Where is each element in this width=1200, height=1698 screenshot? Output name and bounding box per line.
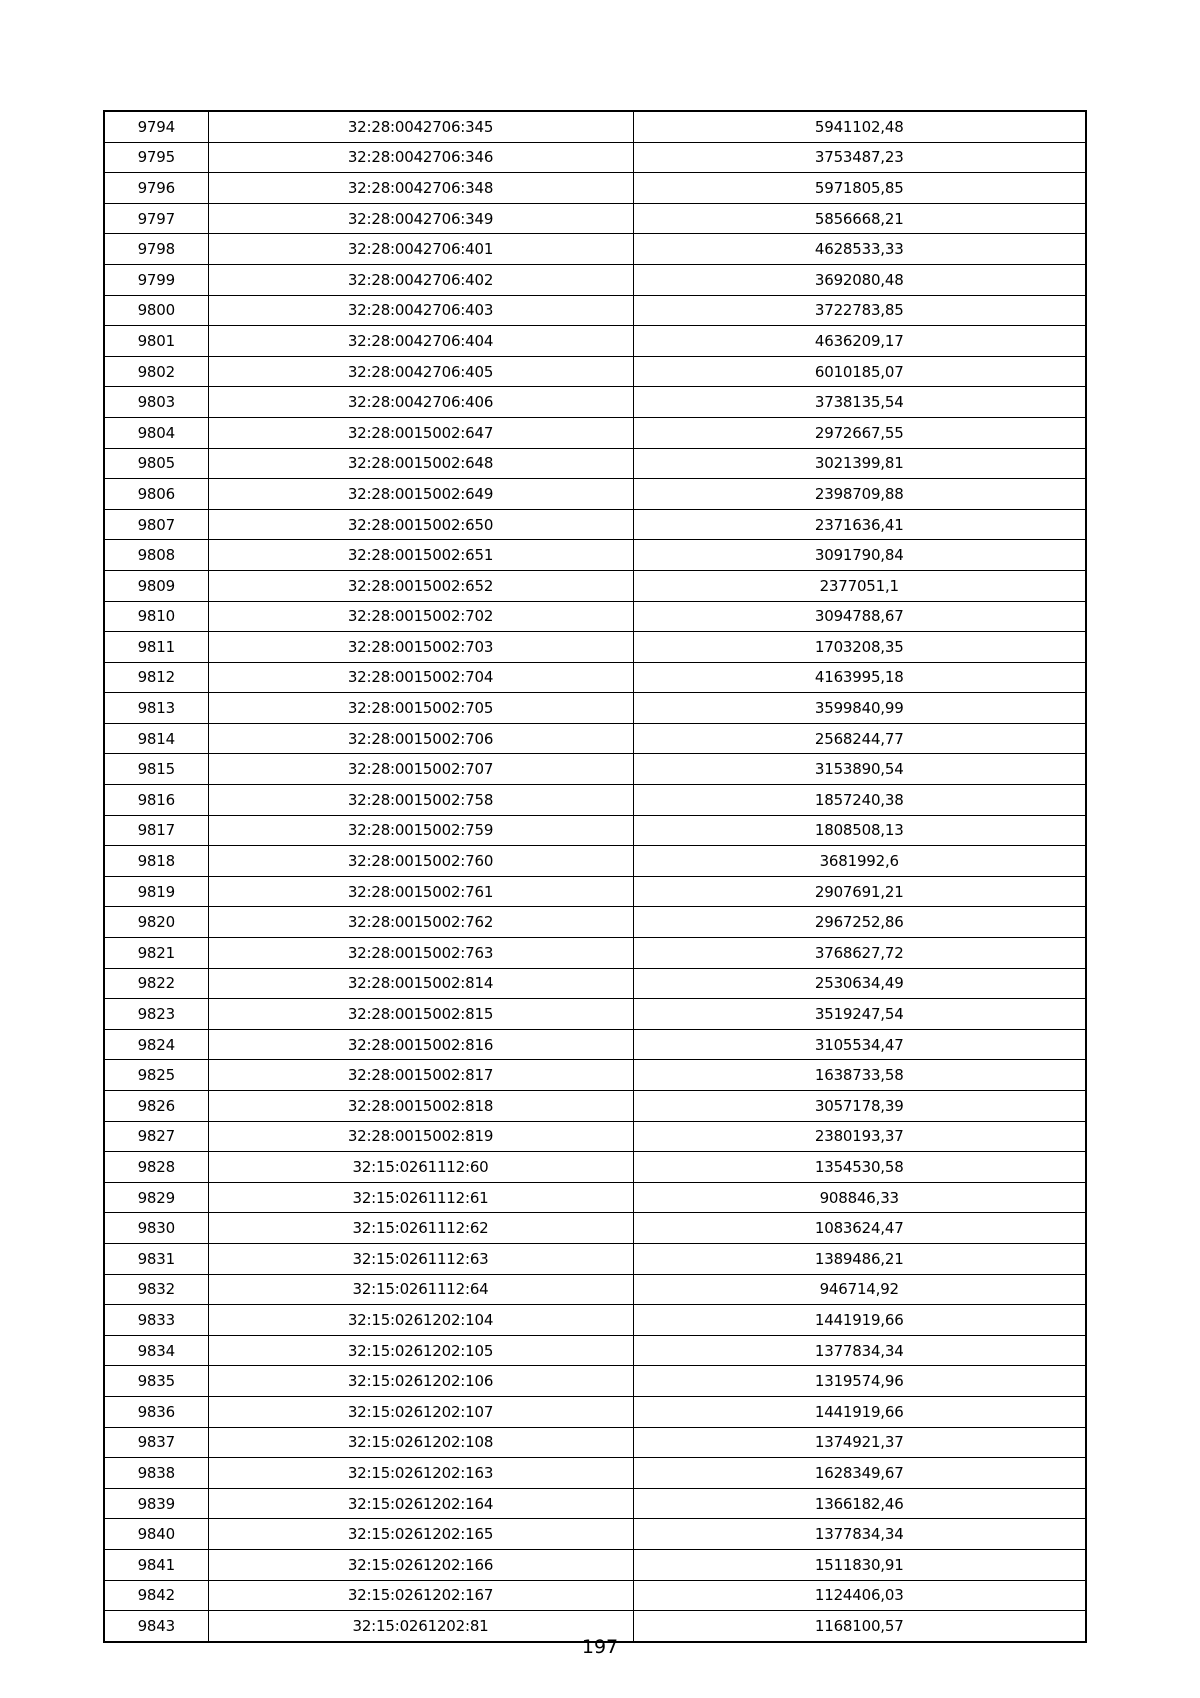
value-cell: 4163995,18 <box>633 662 1086 693</box>
value-cell: 2377051,1 <box>633 570 1086 601</box>
value-cell: 3094788,67 <box>633 601 1086 632</box>
value-cell: 3722783,85 <box>633 295 1086 326</box>
cadastral-number-cell: 32:28:0015002:762 <box>208 907 633 938</box>
row-number-cell: 9818 <box>104 846 208 877</box>
value-cell: 3599840,99 <box>633 693 1086 724</box>
value-cell: 3153890,54 <box>633 754 1086 785</box>
value-cell: 4628533,33 <box>633 234 1086 265</box>
value-cell: 1638733,58 <box>633 1060 1086 1091</box>
value-cell: 3681992,6 <box>633 846 1086 877</box>
row-number-cell: 9843 <box>104 1611 208 1642</box>
row-number-cell: 9803 <box>104 387 208 418</box>
row-number-cell: 9810 <box>104 601 208 632</box>
row-number-cell: 9814 <box>104 723 208 754</box>
table-row <box>104 693 1086 724</box>
table-row <box>104 142 1086 173</box>
row-number-cell: 9834 <box>104 1335 208 1366</box>
table-row <box>104 1396 1086 1427</box>
value-cell: 1703208,35 <box>633 632 1086 663</box>
table-row <box>104 1427 1086 1458</box>
cadastral-number-cell: 32:28:0042706:348 <box>208 173 633 204</box>
cadastral-number-cell: 32:15:0261202:165 <box>208 1519 633 1550</box>
table-row <box>104 632 1086 663</box>
row-number-cell: 9813 <box>104 693 208 724</box>
table-row <box>104 448 1086 479</box>
table-row <box>104 876 1086 907</box>
table-row <box>104 1366 1086 1397</box>
value-cell: 1319574,96 <box>633 1366 1086 1397</box>
row-number-cell: 9841 <box>104 1549 208 1580</box>
row-number-cell: 9799 <box>104 264 208 295</box>
value-cell: 1168100,57 <box>633 1611 1086 1642</box>
cadastral-number-cell: 32:15:0261112:63 <box>208 1243 633 1274</box>
row-number-cell: 9829 <box>104 1182 208 1213</box>
row-number-cell: 9795 <box>104 142 208 173</box>
cadastral-number-cell: 32:28:0015002:650 <box>208 509 633 540</box>
table-row <box>104 1121 1086 1152</box>
value-cell: 946714,92 <box>633 1274 1086 1305</box>
value-cell: 1366182,46 <box>633 1488 1086 1519</box>
table-row <box>104 1091 1086 1122</box>
value-cell: 2398709,88 <box>633 479 1086 510</box>
value-cell: 2530634,49 <box>633 968 1086 999</box>
cadastral-number-cell: 32:15:0261112:62 <box>208 1213 633 1244</box>
table-row <box>104 326 1086 357</box>
table-row <box>104 111 1086 142</box>
value-cell: 3768627,72 <box>633 938 1086 969</box>
cadastral-number-cell: 32:28:0015002:815 <box>208 999 633 1030</box>
value-cell: 1377834,34 <box>633 1335 1086 1366</box>
value-cell: 3738135,54 <box>633 387 1086 418</box>
value-cell: 2972667,55 <box>633 417 1086 448</box>
table-row <box>104 846 1086 877</box>
table-row <box>104 387 1086 418</box>
row-number-cell: 9808 <box>104 540 208 571</box>
table-row <box>104 785 1086 816</box>
cadastral-number-cell: 32:15:0261202:166 <box>208 1549 633 1580</box>
table-row <box>104 1549 1086 1580</box>
row-number-cell: 9816 <box>104 785 208 816</box>
cadastral-number-cell: 32:15:0261202:104 <box>208 1305 633 1336</box>
value-cell: 3753487,23 <box>633 142 1086 173</box>
value-cell: 3519247,54 <box>633 999 1086 1030</box>
table-row <box>104 601 1086 632</box>
cadastral-value-table <box>103 110 1087 1643</box>
table-row <box>104 1213 1086 1244</box>
value-cell: 6010185,07 <box>633 356 1086 387</box>
row-number-cell: 9807 <box>104 509 208 540</box>
cadastral-number-cell: 32:28:0015002:759 <box>208 815 633 846</box>
value-cell: 2568244,77 <box>633 723 1086 754</box>
cadastral-number-cell: 32:28:0015002:817 <box>208 1060 633 1091</box>
cadastral-number-cell: 32:28:0042706:349 <box>208 203 633 234</box>
cadastral-number-cell: 32:28:0042706:345 <box>208 111 633 142</box>
row-number-cell: 9830 <box>104 1213 208 1244</box>
value-cell: 3021399,81 <box>633 448 1086 479</box>
value-cell: 1374921,37 <box>633 1427 1086 1458</box>
table-row <box>104 1488 1086 1519</box>
cadastral-number-cell: 32:28:0015002:761 <box>208 876 633 907</box>
row-number-cell: 9817 <box>104 815 208 846</box>
value-cell: 908846,33 <box>633 1182 1086 1213</box>
cadastral-number-cell: 32:15:0261112:64 <box>208 1274 633 1305</box>
value-cell: 1808508,13 <box>633 815 1086 846</box>
cadastral-number-cell: 32:28:0015002:647 <box>208 417 633 448</box>
table-body <box>104 111 1086 1642</box>
table-row <box>104 815 1086 846</box>
row-number-cell: 9794 <box>104 111 208 142</box>
table-row <box>104 1152 1086 1183</box>
cadastral-number-cell: 32:28:0015002:649 <box>208 479 633 510</box>
table-row <box>104 1458 1086 1489</box>
table-row <box>104 1060 1086 1091</box>
cadastral-number-cell: 32:15:0261112:61 <box>208 1182 633 1213</box>
cadastral-number-cell: 32:28:0015002:706 <box>208 723 633 754</box>
value-cell: 1857240,38 <box>633 785 1086 816</box>
table-row <box>104 203 1086 234</box>
cadastral-number-cell: 32:28:0015002:760 <box>208 846 633 877</box>
table-row <box>104 356 1086 387</box>
row-number-cell: 9798 <box>104 234 208 265</box>
cadastral-number-cell: 32:15:0261202:105 <box>208 1335 633 1366</box>
cadastral-number-cell: 32:15:0261202:108 <box>208 1427 633 1458</box>
row-number-cell: 9825 <box>104 1060 208 1091</box>
table-row <box>104 723 1086 754</box>
cadastral-number-cell: 32:28:0042706:403 <box>208 295 633 326</box>
table-row <box>104 173 1086 204</box>
value-cell: 3692080,48 <box>633 264 1086 295</box>
cadastral-number-cell: 32:28:0015002:705 <box>208 693 633 724</box>
value-cell: 5856668,21 <box>633 203 1086 234</box>
page-number: 197 <box>581 1636 619 1658</box>
table-row <box>104 417 1086 448</box>
value-cell: 1441919,66 <box>633 1305 1086 1336</box>
cadastral-number-cell: 32:15:0261202:81 <box>208 1611 633 1642</box>
cadastral-number-cell: 32:28:0042706:405 <box>208 356 633 387</box>
value-cell: 1377834,34 <box>633 1519 1086 1550</box>
value-cell: 1124406,03 <box>633 1580 1086 1611</box>
table-row <box>104 968 1086 999</box>
table-row <box>104 1305 1086 1336</box>
row-number-cell: 9804 <box>104 417 208 448</box>
value-cell: 3105534,47 <box>633 1029 1086 1060</box>
value-cell: 2967252,86 <box>633 907 1086 938</box>
cadastral-number-cell: 32:28:0015002:702 <box>208 601 633 632</box>
cadastral-number-cell: 32:28:0015002:814 <box>208 968 633 999</box>
cadastral-number-cell: 32:28:0015002:816 <box>208 1029 633 1060</box>
row-number-cell: 9836 <box>104 1396 208 1427</box>
table-row <box>104 234 1086 265</box>
row-number-cell: 9811 <box>104 632 208 663</box>
value-cell: 2371636,41 <box>633 509 1086 540</box>
cadastral-number-cell: 32:28:0015002:818 <box>208 1091 633 1122</box>
table-row <box>104 570 1086 601</box>
cadastral-number-cell: 32:28:0042706:406 <box>208 387 633 418</box>
row-number-cell: 9840 <box>104 1519 208 1550</box>
row-number-cell: 9823 <box>104 999 208 1030</box>
table-row <box>104 1335 1086 1366</box>
row-number-cell: 9796 <box>104 173 208 204</box>
cadastral-number-cell: 32:28:0015002:758 <box>208 785 633 816</box>
table-row <box>104 938 1086 969</box>
table-row <box>104 662 1086 693</box>
cadastral-number-cell: 32:15:0261202:107 <box>208 1396 633 1427</box>
table-row <box>104 999 1086 1030</box>
row-number-cell: 9822 <box>104 968 208 999</box>
table-row <box>104 1580 1086 1611</box>
row-number-cell: 9842 <box>104 1580 208 1611</box>
cadastral-number-cell: 32:28:0015002:707 <box>208 754 633 785</box>
row-number-cell: 9797 <box>104 203 208 234</box>
cadastral-number-cell: 32:28:0015002:652 <box>208 570 633 601</box>
cadastral-number-cell: 32:28:0015002:704 <box>208 662 633 693</box>
row-number-cell: 9800 <box>104 295 208 326</box>
row-number-cell: 9835 <box>104 1366 208 1397</box>
table-row <box>104 1274 1086 1305</box>
value-cell: 1083624,47 <box>633 1213 1086 1244</box>
value-cell: 1628349,67 <box>633 1458 1086 1489</box>
row-number-cell: 9809 <box>104 570 208 601</box>
cadastral-number-cell: 32:28:0042706:402 <box>208 264 633 295</box>
row-number-cell: 9820 <box>104 907 208 938</box>
row-number-cell: 9827 <box>104 1121 208 1152</box>
value-cell: 1511830,91 <box>633 1549 1086 1580</box>
cadastral-number-cell: 32:28:0042706:401 <box>208 234 633 265</box>
cadastral-number-cell: 32:15:0261112:60 <box>208 1152 633 1183</box>
table-row <box>104 479 1086 510</box>
cadastral-number-cell: 32:15:0261202:164 <box>208 1488 633 1519</box>
row-number-cell: 9801 <box>104 326 208 357</box>
value-cell: 2380193,37 <box>633 1121 1086 1152</box>
table-row <box>104 264 1086 295</box>
value-cell: 1389486,21 <box>633 1243 1086 1274</box>
table-row <box>104 1182 1086 1213</box>
row-number-cell: 9833 <box>104 1305 208 1336</box>
table-row <box>104 509 1086 540</box>
row-number-cell: 9802 <box>104 356 208 387</box>
value-cell: 3057178,39 <box>633 1091 1086 1122</box>
cadastral-number-cell: 32:28:0015002:703 <box>208 632 633 663</box>
table-row <box>104 1519 1086 1550</box>
value-cell: 2907691,21 <box>633 876 1086 907</box>
value-cell: 1354530,58 <box>633 1152 1086 1183</box>
cadastral-number-cell: 32:28:0015002:648 <box>208 448 633 479</box>
cadastral-number-cell: 32:28:0015002:651 <box>208 540 633 571</box>
row-number-cell: 9815 <box>104 754 208 785</box>
row-number-cell: 9819 <box>104 876 208 907</box>
cadastral-number-cell: 32:15:0261202:106 <box>208 1366 633 1397</box>
cadastral-number-cell: 32:28:0015002:819 <box>208 1121 633 1152</box>
cadastral-number-cell: 32:28:0042706:404 <box>208 326 633 357</box>
cadastral-number-cell: 32:15:0261202:163 <box>208 1458 633 1489</box>
row-number-cell: 9806 <box>104 479 208 510</box>
row-number-cell: 9832 <box>104 1274 208 1305</box>
row-number-cell: 9826 <box>104 1091 208 1122</box>
table-row <box>104 1029 1086 1060</box>
value-cell: 1441919,66 <box>633 1396 1086 1427</box>
value-cell: 5941102,48 <box>633 111 1086 142</box>
row-number-cell: 9831 <box>104 1243 208 1274</box>
row-number-cell: 9805 <box>104 448 208 479</box>
value-cell: 4636209,17 <box>633 326 1086 357</box>
row-number-cell: 9812 <box>104 662 208 693</box>
row-number-cell: 9837 <box>104 1427 208 1458</box>
value-cell: 5971805,85 <box>633 173 1086 204</box>
cadastral-number-cell: 32:28:0015002:763 <box>208 938 633 969</box>
table-row <box>104 754 1086 785</box>
table-row <box>104 295 1086 326</box>
value-cell: 3091790,84 <box>633 540 1086 571</box>
row-number-cell: 9838 <box>104 1458 208 1489</box>
table-row <box>104 540 1086 571</box>
row-number-cell: 9839 <box>104 1488 208 1519</box>
row-number-cell: 9828 <box>104 1152 208 1183</box>
cadastral-number-cell: 32:28:0042706:346 <box>208 142 633 173</box>
cadastral-number-cell: 32:15:0261202:167 <box>208 1580 633 1611</box>
table-row <box>104 907 1086 938</box>
row-number-cell: 9824 <box>104 1029 208 1060</box>
row-number-cell: 9821 <box>104 938 208 969</box>
table-row <box>104 1243 1086 1274</box>
